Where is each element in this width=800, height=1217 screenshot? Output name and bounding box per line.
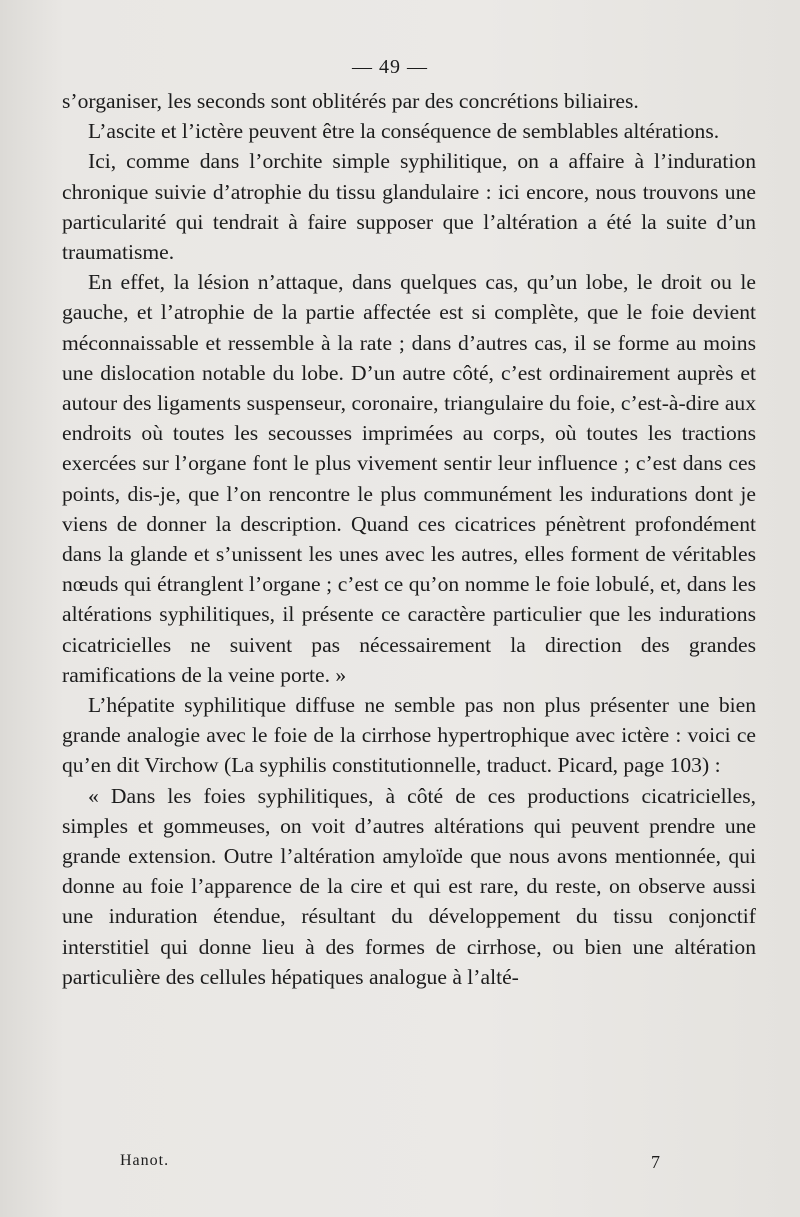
- paragraph: L’ascite et l’ictère peuvent être la conséquence de semblables altérations.: [88, 119, 720, 144]
- paragraph: En effet, la lésion n’attaque, dans quelques cas, qu’un lobe, le droit ou le gauche, et l’atrophie de la partie affectée est si complète, que le foie devient méconnaissable et ressemble à la rate ; dans d’autres cas, il se forme au moins une dislocation notable du lobe. D’un autre côté, c’est ordinairement auprès et autour des ligaments suspenseur, coronaire, triangulaire du foie, c’est-à-dire aux endroits où toutes les secousses imprimées au corps, où toutes les tractions exercées sur l’organe font le plus vivement sentir leur influence ; c’est dans ces points, dis-je, que l’on rencontre le plus communément les indurations dont je viens de donner la description. Quand ces cicatrices pénètrent profondément dans la glande et s’unissent les unes avec les autres, elles forment de véritables nœuds qui étranglent l’organe ; c’est ce qu’on nomme le foie lobulé, et, dans les altérations syphilitiques, il présente ce caractère particulier que les indurations cicatricielles ne suivent pas nécessairement la direction des grandes ramifications de la veine porte. »: [62, 270, 756, 687]
- sheet-number: 7: [651, 1152, 660, 1172]
- signature-mark: Hanot.: [120, 1152, 170, 1169]
- body-text: [62, 86, 756, 992]
- paragraph: Ici, comme dans l’orchite simple syphilitique, on a affaire à l’induration chronique suivie d’atrophie du tissu glandulaire : ici encore, nous trouvons une particularité qui tendrait à faire supposer que l’altération a été la suite d’un traumatisme.: [62, 149, 756, 265]
- paragraph: s’organiser, les seconds sont oblitérés par des concrétions biliaires.: [62, 89, 639, 113]
- paragraph: L’hépatite syphilitique diffuse ne semble pas non plus présenter une bien grande analogie avec le foie de la cirrhose hypertrophique avec ictère : voici ce qu’en dit Virchow (La syphilis constitutionnelle, traduct. Picard, page 103) :: [62, 693, 756, 778]
- page-number: — 49 —: [352, 56, 428, 78]
- page-footer: [120, 1152, 660, 1176]
- paragraph: « Dans les foies syphilitiques, à côté de ces productions cicatricielles, simples et gommeuses, on voit d’autres altérations qui peuvent prendre une grande extension. Outre l’altération amyloïde que nous avons mentionnée, qui donne au foie l’apparence de la cire et qui est rare, du reste, on observe aussi une induration étendue, résultant du développement du tissu conjonctif interstitiel qui donne lieu à des formes de cirrhose, ou bien une altération particulière des cellules hépatiques analogue à l’alté-: [62, 783, 756, 989]
